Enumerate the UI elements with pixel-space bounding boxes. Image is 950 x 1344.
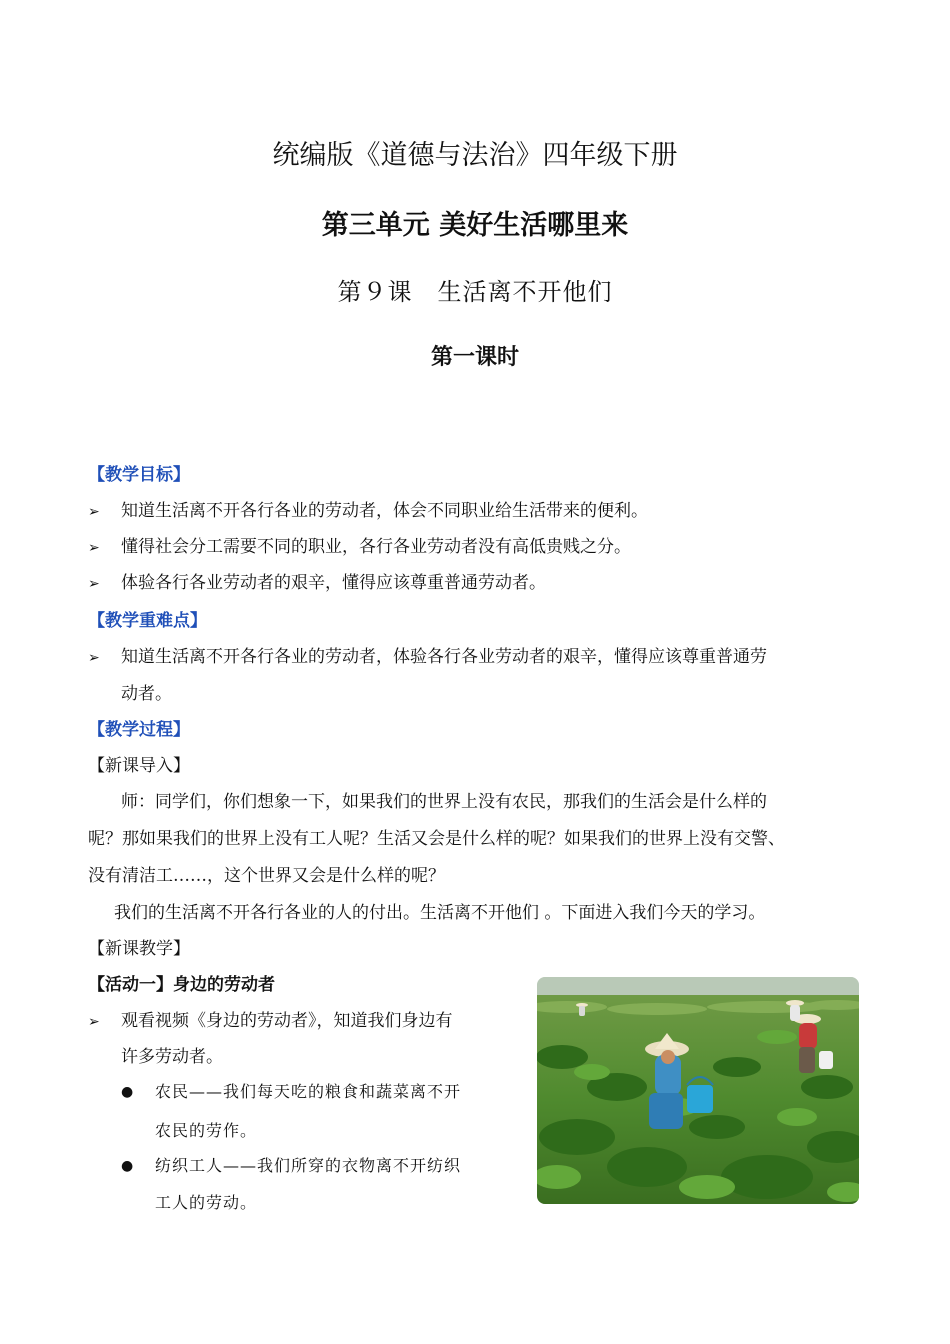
farmer-line: 农民的劳作。: [155, 1121, 258, 1140]
farmer-line: 农民——我们每天吃的粮食和蔬菜离不开: [155, 1082, 462, 1101]
period-title: 第一课时: [430, 344, 519, 370]
process-heading: 【教学过程】: [88, 720, 190, 740]
teaching-heading: 【新课教学】: [88, 939, 190, 959]
arrow-bullet-icon: ➢: [88, 504, 100, 520]
round-bullet-icon: ●: [121, 1084, 134, 1100]
arrow-bullet-icon: ➢: [88, 1014, 100, 1030]
objective-item: 知道生活离不开各行各业的劳动者，体会不同职业给生活带来的便利。: [121, 501, 648, 521]
objectives-heading: 【教学目标】: [88, 465, 190, 485]
book-title: 统编版《道德与法治》四年级下册: [272, 140, 678, 171]
objective-item: 懂得社会分工需要不同的职业，各行各业劳动者没有高低贵贱之分。: [121, 537, 631, 557]
textile-line: 工人的劳动。: [155, 1193, 258, 1212]
activity-line: 观看视频《身边的劳动者》，知道我们身边有: [121, 1011, 453, 1031]
farm-workers-photo: [537, 977, 859, 1204]
key-point-line: 动者。: [121, 684, 172, 704]
activity-line: 许多劳动者。: [121, 1047, 223, 1067]
intro-heading: 【新课导入】: [88, 756, 190, 776]
intro-paragraph-line: 师：同学们，你们想象一下，如果我们的世界上没有农民，那我们的生活会是什么样的: [121, 792, 767, 812]
arrow-bullet-icon: ➢: [88, 650, 100, 666]
intro-paragraph-line: 我们的生活离不开各行各业的人的付出。生活离不开他们 。下面进入我们今天的学习。: [114, 903, 766, 923]
textile-line: 纺织工人——我们所穿的衣物离不开纺织: [155, 1156, 462, 1175]
lesson-title: 第９课 生活离不开他们: [337, 278, 613, 306]
key-points-heading: 【教学重难点】: [88, 611, 207, 631]
arrow-bullet-icon: ➢: [88, 540, 100, 556]
objective-item: 体验各行各业劳动者的艰辛，懂得应该尊重普通劳动者。: [121, 573, 546, 593]
key-point-line: 知道生活离不开各行各业的劳动者，体验各行各业劳动者的艰辛，懂得应该尊重普通劳: [121, 647, 767, 667]
round-bullet-icon: ●: [121, 1158, 134, 1174]
unit-title: 第三单元 美好生活哪里来: [321, 210, 629, 241]
intro-paragraph-line: 呢？那如果我们的世界上没有工人呢？生活又会是什么样的呢？如果我们的世界上没有交警、: [88, 829, 785, 849]
arrow-bullet-icon: ➢: [88, 576, 100, 592]
intro-paragraph-line: 没有清洁工……，这个世界又会是什么样的呢？: [88, 866, 445, 886]
activity-heading: 【活动一】身边的劳动者: [88, 975, 275, 995]
